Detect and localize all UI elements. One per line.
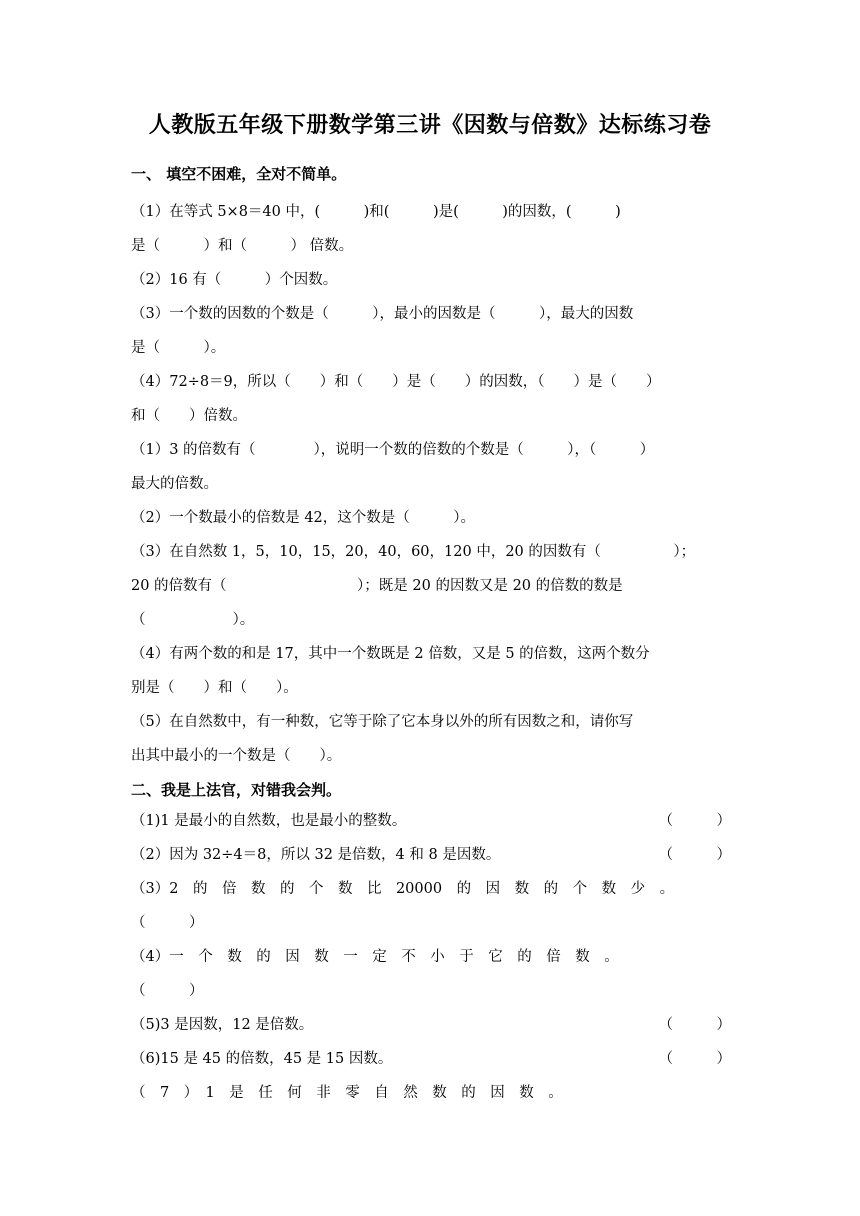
- answer-paren-2: （ ）: [658, 847, 731, 863]
- answer-paren-5: （ ）: [658, 1017, 731, 1033]
- judge-item-1-text: （1)1 是最小的自然数，也是最小的整数。: [131, 813, 407, 829]
- part1-line-17: 出其中最小的一个数是（ ）。: [131, 748, 342, 764]
- part1-line-8: （1）3 的倍数有（ ），说明一个数的倍数的个数是（ ），（ ）: [131, 442, 655, 458]
- part1-line-6: （4）72÷8＝9，所以（ ）和（ ）是（ ）的因数，（ ）是（ ）: [131, 374, 661, 390]
- judge-item-3: （3）2 的 倍 数 的 个 数 比 20000 的 因 数 的 个 数 少 。: [131, 881, 675, 897]
- judge-item-2-text: （2）因为 32÷4＝8，所以 32 是倍数，4 和 8 是因数。: [131, 847, 501, 863]
- section-heading-1: 一、 填空不困难，全对不简单。: [131, 165, 347, 183]
- part1-line-13: （ ）。: [131, 612, 255, 628]
- part1-line-15: 别是（ ）和（ ）。: [131, 680, 298, 696]
- judge-item-1: [131, 811, 731, 831]
- answer-paren-3: （ ）: [131, 915, 204, 931]
- section-heading-2: 二、我是上法官，对错我会判。: [131, 781, 342, 799]
- judge-item-6-text: （6)15 是 45 的倍数，45 是 15 因数。: [131, 1051, 393, 1067]
- judge-item-2: [131, 845, 731, 865]
- judge-item-5-text: （5)3 是因数，12 是倍数。: [131, 1017, 314, 1033]
- judge-item-6: [131, 1049, 731, 1069]
- part1-line-11: （3）在自然数 1，5，10，15，20，40，60，120 中，20 的因数有（ ）；: [131, 544, 696, 560]
- judge-item-4: （4）一 个 数 的 因 数 一 定 不 小 于 它 的 倍 数 。: [131, 949, 619, 965]
- part1-line-9: 最大的倍数。: [131, 476, 218, 492]
- part1-line-1: （1）在等式 5×8＝40 中，( )和( )是( )的因数，( ): [131, 204, 621, 220]
- judge-item-7: （ 7 ） 1 是 任 何 非 零 自 然 数 的 因 数 。: [131, 1085, 563, 1101]
- part1-line-7: 和（ ）倍数。: [131, 408, 247, 424]
- part1-line-16: （5）在自然数中，有一种数，它等于除了它本身以外的所有因数之和，请你写: [131, 714, 634, 730]
- page-title: 人教版五年级下册数学第三讲《因数与倍数》达标练习卷: [148, 112, 712, 138]
- part1-line-10: （2）一个数最小的倍数是 42，这个数是（ ）。: [131, 510, 476, 526]
- answer-paren-1: （ ）: [658, 813, 731, 829]
- answer-paren-4: （ ）: [131, 983, 204, 999]
- part1-line-4: （3）一个数的因数的个数是（ ），最小的因数是（ ），最大的因数: [131, 306, 634, 322]
- answer-paren-6: （ ）: [658, 1051, 731, 1067]
- part1-line-14: （4）有两个数的和是 17，其中一个数既是 2 倍数，又是 5 的倍数，这两个数分: [131, 646, 650, 662]
- part1-line-12: 20 的倍数有（ ）；既是 20 的因数又是 20 的倍数的数是: [131, 578, 623, 594]
- judge-item-5: [131, 1015, 731, 1035]
- part1-line-2: 是（ ）和（ ） 倍数。: [131, 238, 354, 254]
- part1-line-3: （2）16 有（ ）个因数。: [131, 272, 338, 288]
- part1-line-5: 是（ ）。: [131, 340, 226, 356]
